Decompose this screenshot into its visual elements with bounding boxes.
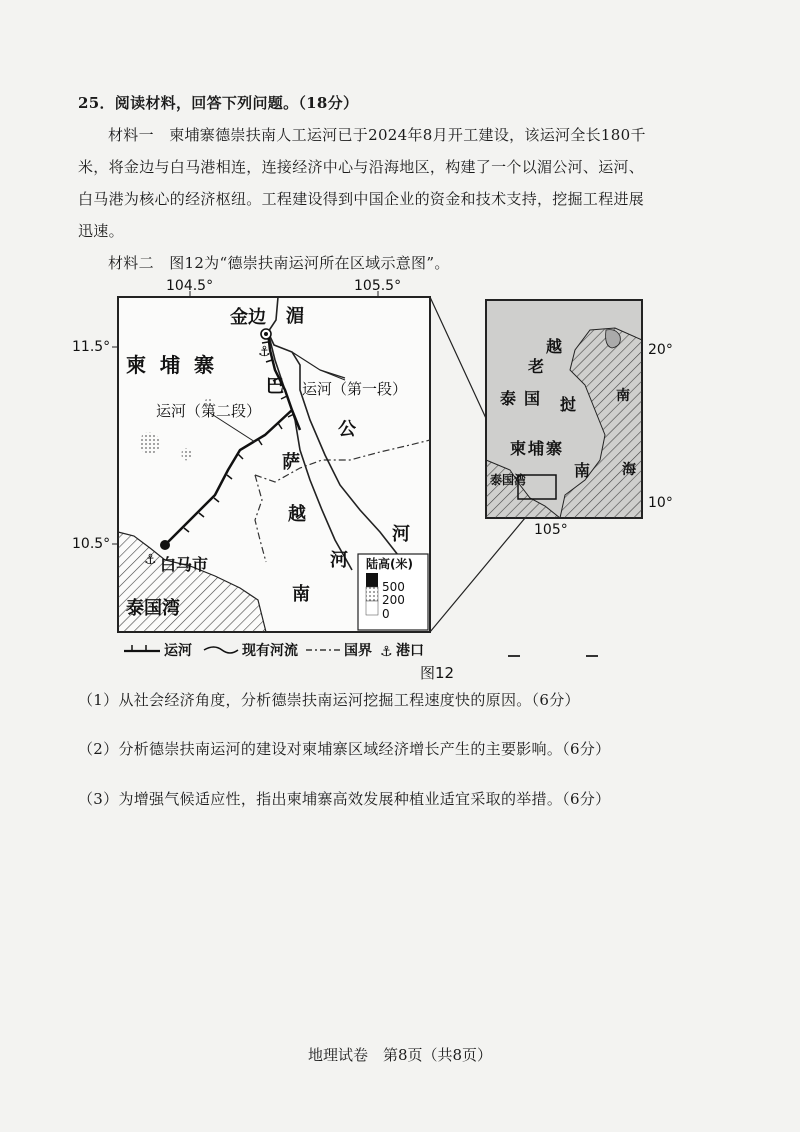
inset-label-thailand: 泰国 xyxy=(500,389,549,408)
label-vietnam-yue: 越 xyxy=(288,504,306,525)
elevation-swatch-mid xyxy=(366,587,378,601)
inset-label-nan: 南 xyxy=(574,461,591,480)
inset-label-wo: 挝 xyxy=(560,395,577,414)
label-mekong-mei: 湄 xyxy=(286,306,304,327)
phnom-penh-marker-dot xyxy=(264,332,268,336)
material1-line: 米，将金边与白马港相连，连接经济中心与沿海地区，构建了一个以湄公河、运河、 xyxy=(78,158,645,176)
legend-canal-label: 运河 xyxy=(164,643,192,659)
label-canal-section-1: 运河（第一段） xyxy=(302,380,408,398)
subquestion-2: （2）分析德崇扶南运河的建设对柬埔寨区域经济增长产生的主要影响。（6分） xyxy=(78,740,611,758)
material1-line: 材料一 柬埔寨德崇扶南人工运河已于2024年8月开工建设，该运河全长180千 xyxy=(108,126,646,144)
legend-port-label: 港口 xyxy=(396,643,424,659)
material1-line: 白马港为核心的经济枢纽。工程建设得到中国企业的资金和技术支持，挖掘工程进展 xyxy=(78,190,645,208)
label-ba: 巴 xyxy=(266,376,284,397)
elevation-legend-title: 陆高(米) xyxy=(366,557,413,571)
inset-label-gulf: 泰国湾 xyxy=(490,473,527,487)
lat-10-5: 10.5° xyxy=(72,536,111,552)
subquestion-3: （3）为增强气候适应性，指出柬埔寨高效发展种植业适宜采取的举措。（6分） xyxy=(78,790,611,808)
legend-border-label: 国界 xyxy=(344,643,372,659)
label-cambodia: 柬埔寨 xyxy=(126,353,228,377)
inset-map xyxy=(486,300,673,538)
page-footer: 地理试卷 第8页（共8页） xyxy=(307,1046,493,1064)
inset-lat-10: 10° xyxy=(648,495,673,511)
label-gong: 公 xyxy=(338,419,356,440)
question-title: 25．阅读材料，回答下列问题。（18分） xyxy=(78,94,359,112)
inset-lon-105: 105° xyxy=(534,522,568,538)
label-river-he-2: 河 xyxy=(330,550,348,571)
region-map-figure xyxy=(0,270,800,690)
label-river-he: 河 xyxy=(392,524,410,545)
legend-river-symbol xyxy=(204,647,238,653)
material1-line: 迅速。 xyxy=(78,222,124,240)
subquestion-1: （1）从社会经济角度，分析德崇扶南运河挖掘工程速度快的原因。（6分） xyxy=(78,691,580,709)
elevation-0: 0 xyxy=(382,607,390,621)
label-phnom-penh: 金边 xyxy=(230,307,266,328)
label-sa: 萨 xyxy=(282,452,300,473)
inset-label-nan-sea: 南 xyxy=(616,388,630,404)
elevation-200: 200 xyxy=(382,593,405,607)
inset-label-yue: 越 xyxy=(546,337,563,356)
lon-104-5: 104.5° xyxy=(166,278,214,294)
main-map xyxy=(72,278,430,632)
label-canal-section-2: 运河（第二段） xyxy=(156,402,262,420)
inset-connector xyxy=(430,500,540,632)
lat-11-5: 11.5° xyxy=(72,339,111,355)
port-anchor-icon: ⚓ xyxy=(144,552,157,568)
inset-lat-20: 20° xyxy=(648,342,673,358)
figure-caption: 图12 xyxy=(420,664,455,682)
inset-label-lao: 老 xyxy=(528,357,545,376)
port-anchor-icon: ⚓ xyxy=(258,344,271,360)
legend-port-icon: ⚓ xyxy=(380,644,393,660)
label-vietnam-nan: 南 xyxy=(292,584,310,605)
map-legend xyxy=(124,642,598,660)
inset-label-cambodia: 柬埔寨 xyxy=(510,439,565,458)
lon-105-5: 105.5° xyxy=(354,278,402,294)
legend-river-label: 现有河流 xyxy=(242,643,298,659)
elevation-swatch-low xyxy=(366,601,378,615)
inset-label-hai: 海 xyxy=(622,462,636,478)
kep-port-marker xyxy=(160,540,170,550)
label-gulf: 泰国湾 xyxy=(126,598,180,619)
elevation-swatch-high xyxy=(366,573,378,587)
elevation-500: 500 xyxy=(382,580,405,594)
material2-line: 材料二 图12为“德崇扶南运河所在区域示意图”。 xyxy=(108,254,450,272)
label-baima: 白马市 xyxy=(160,555,209,574)
